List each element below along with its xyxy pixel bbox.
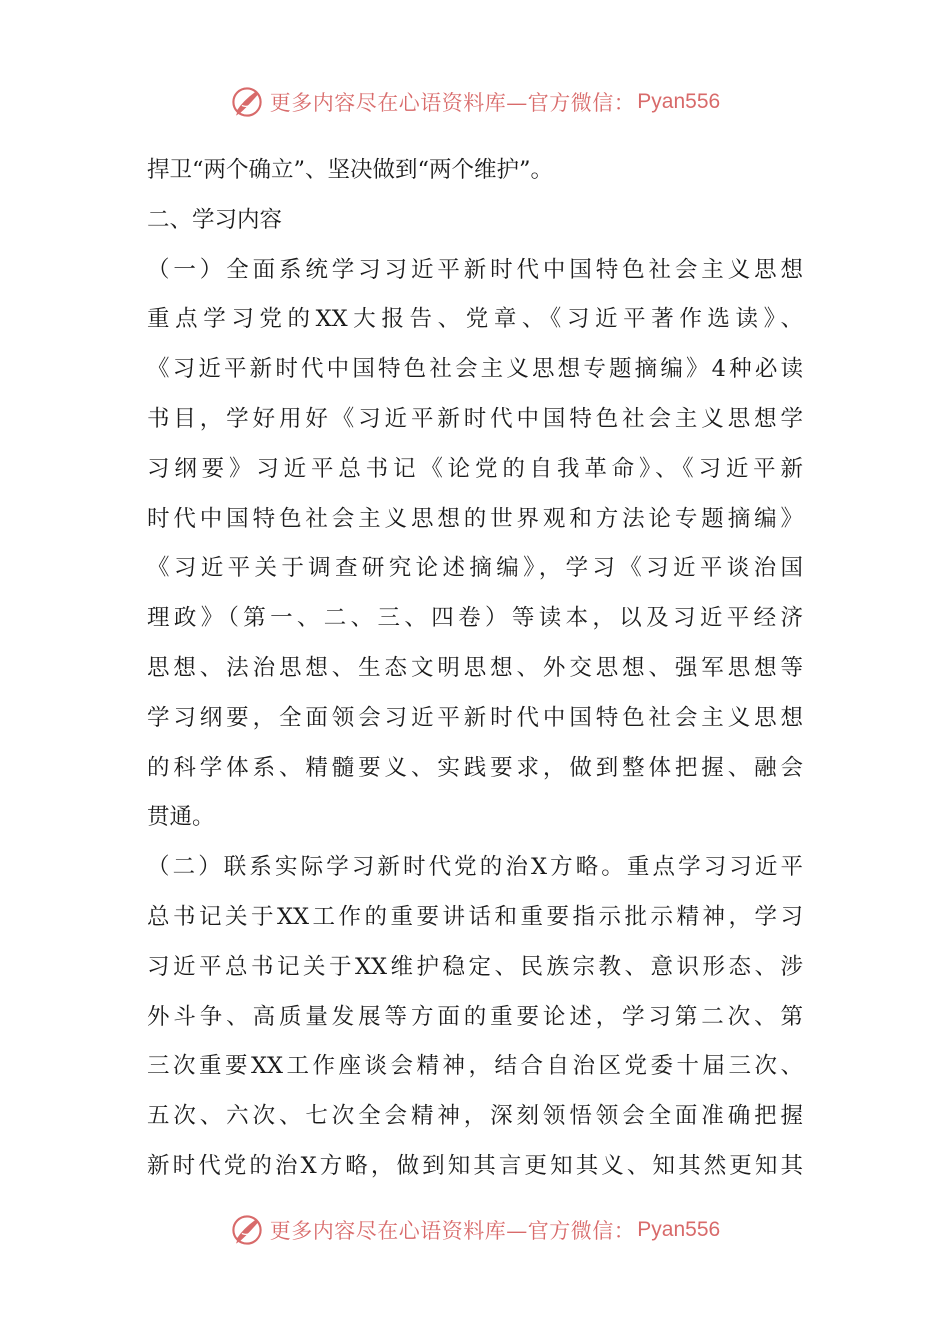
footer-banner xyxy=(0,1210,950,1250)
text-line: 习纲要》习近平总书记《论党的自我革命》、《习近平新 xyxy=(147,455,803,482)
text-line: 时代中国特色社会主义思想的世界观和方法论专题摘编》 xyxy=(147,505,803,532)
text-line: 《习近平新时代中国特色社会主义思想专题摘编》4种必读 xyxy=(147,356,803,383)
text-line: 《习近平关于调查研究论述摘编》，学习《习近平谈治国 xyxy=(147,555,803,582)
text-line: 的科学体系、精髓要义、实践要求，做到整体把握、融会 xyxy=(147,754,803,781)
footer-banner-text: 更多内容尽在心语资料库—官方微信： xyxy=(269,1219,636,1243)
text-line: 贯通。 xyxy=(147,804,215,831)
header-banner xyxy=(0,82,950,122)
text-line: 总书记关于XX工作的重要讲话和重要指示批示精神，学习 xyxy=(147,903,803,930)
body-text xyxy=(147,146,803,1192)
text-line: 五次、六次、七次全会精神，深刻领悟领会全面准确把握 xyxy=(147,1103,803,1130)
text-line: 捍卫“两个确立”、坚决做到“两个维护”。 xyxy=(147,157,554,183)
footer-banner-id: Pyan556 xyxy=(637,1218,721,1241)
text-line: 重点学习党的XX大报告、党章、《习近平著作选读》、 xyxy=(147,306,803,333)
text-line: （二）联系实际学习新时代党的治X方略。重点学习习近平 xyxy=(147,854,803,881)
text-line: 学习纲要，全面领会习近平新时代中国特色社会主义思想 xyxy=(147,704,803,731)
text-line: 外斗争、高质量发展等方面的重要论述，学习第二次、第 xyxy=(147,1003,803,1030)
text-line: 书目，学好用好《习近平新时代中国特色社会主义思想学 xyxy=(147,405,803,432)
text-line: 习近平总书记关于XX维护稳定、民族宗教、意识形态、涉 xyxy=(147,953,803,980)
text-line: （一）全面系统学习习近平新时代中国特色社会主义思想 xyxy=(147,256,803,283)
pen-logo-icon xyxy=(230,85,264,119)
text-line: 理政》（第一、二、三、四卷）等读本，以及习近平经济 xyxy=(147,605,803,632)
pen-logo-icon xyxy=(230,1213,264,1247)
header-banner-text: 更多内容尽在心语资料库—官方微信： xyxy=(269,91,636,115)
header-banner-id: Pyan556 xyxy=(637,90,721,113)
text-line: 新时代党的治X方略，做到知其言更知其义、知其然更知其 xyxy=(147,1152,803,1179)
text-line: 三次重要XX工作座谈会精神，结合自治区党委十届三次、 xyxy=(147,1053,803,1080)
text-line: 思想、法治思想、生态文明思想、外交思想、强军思想等 xyxy=(147,654,803,681)
section-heading: 二、学习内容 xyxy=(147,206,283,233)
